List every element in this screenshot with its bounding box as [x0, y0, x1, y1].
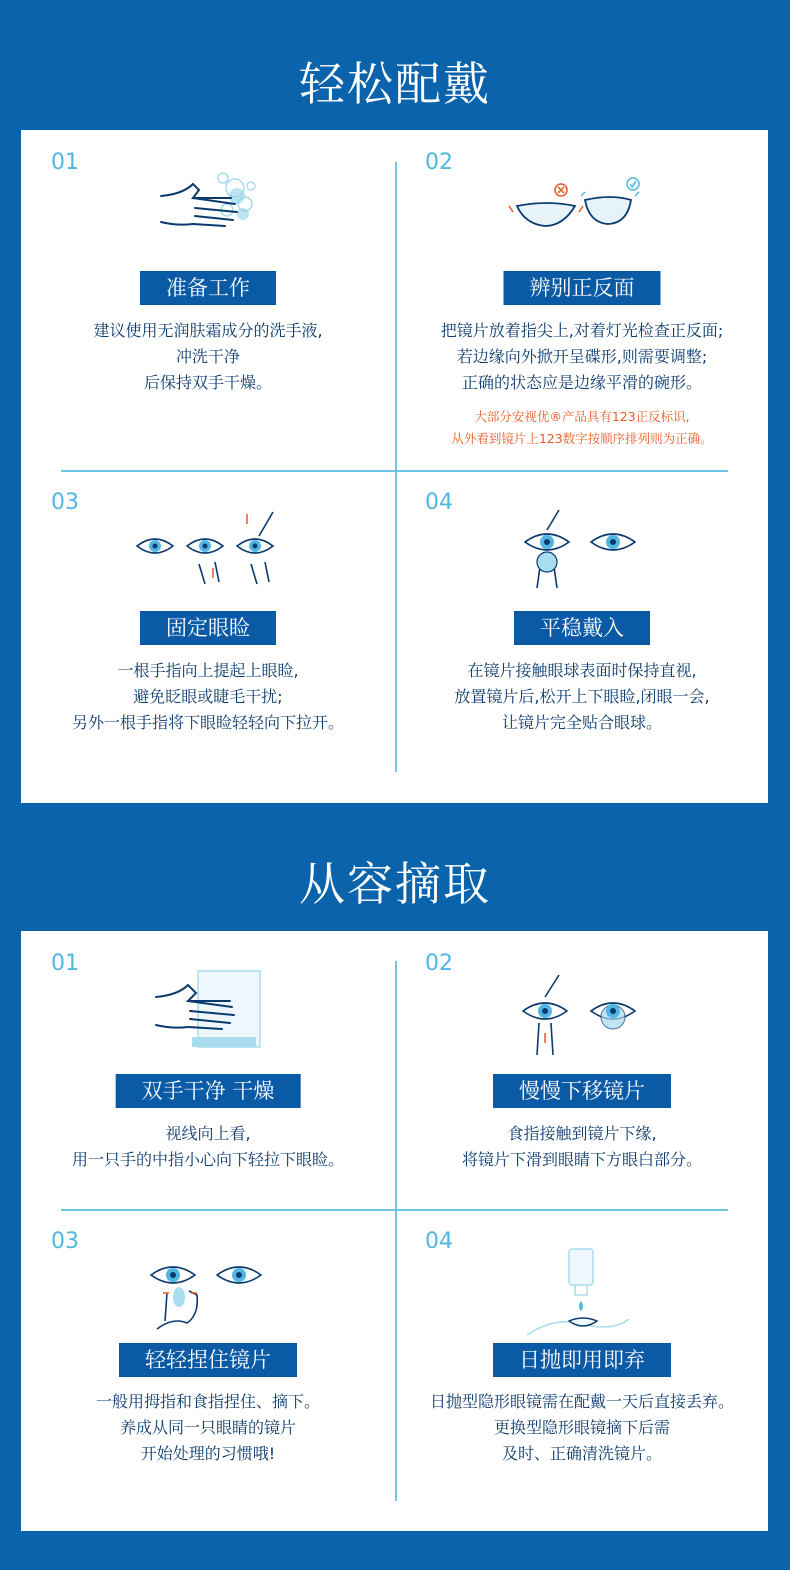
step-description [21, 1121, 395, 1173]
description-line: 在镜片接触眼球表面时保持直视, [467, 661, 697, 680]
wear-step-3 [21, 470, 395, 810]
description-line: 养成从同一只眼睛的镜片 [119, 1418, 296, 1437]
eyelid-hold-icon [21, 506, 395, 606]
solution-bottle-icon [395, 1245, 769, 1345]
step-description [395, 1389, 769, 1467]
wear-step-4 [395, 470, 769, 810]
step-number: 03 [51, 1229, 79, 1254]
remove-step-3 [21, 1209, 395, 1549]
step-number: 01 [51, 150, 79, 175]
step-label: 双手干净 干燥 [116, 1074, 301, 1108]
description-line: 开始处理的习惯哦! [140, 1444, 276, 1463]
step-description [21, 318, 395, 396]
description-line: 正确的状态应是边缘平滑的碗形。 [461, 373, 702, 392]
step-label: 慢慢下移镜片 [493, 1074, 671, 1108]
step-label: 辨别正反面 [504, 271, 661, 305]
description-line: 另外一根手指将下眼睑轻轻向下拉开。 [71, 713, 344, 732]
wear-steps-panel [21, 130, 768, 803]
description-line: 让镜片完全贴合眼球。 [501, 713, 662, 732]
description-line: 一般用拇指和食指捏住、摘下。 [95, 1392, 320, 1411]
wear-step-1 [21, 130, 395, 470]
description-line: 日抛型隐形眼镜需在配戴一天后直接丢弃。 [429, 1392, 734, 1411]
step-label: 轻轻捏住镜片 [119, 1343, 297, 1377]
lens-slide-icon [395, 967, 769, 1067]
description-line: 一根手指向上提起上眼睑, [117, 661, 299, 680]
note-line: 从外看到镜片上123数字按顺序排列则为正确。 [451, 431, 713, 446]
step-label: 固定眼睑 [140, 611, 276, 645]
description-line: 视线向上看, [165, 1124, 251, 1143]
step-description [395, 318, 769, 396]
section-title-remove: 从容摘取 [299, 857, 491, 911]
remove-step-4 [395, 1209, 769, 1549]
description-line: 放置镜片后,松开上下眼睑,闭眼一会, [454, 687, 710, 706]
section-title-wear: 轻松配戴 [299, 57, 491, 111]
step-description [21, 658, 395, 736]
hand-towel-icon [21, 967, 395, 1067]
step-label: 准备工作 [140, 271, 276, 305]
hand-washing-icon [21, 166, 395, 266]
step-number: 02 [425, 150, 453, 175]
lens-insert-icon [395, 506, 769, 606]
step-description [395, 1121, 769, 1173]
step-number: 03 [51, 490, 79, 515]
description-line: 若边缘向外掀开呈碟形,则需要调整; [456, 347, 708, 366]
remove-steps-panel [21, 931, 768, 1531]
step-label: 日抛即用即弃 [493, 1343, 671, 1377]
step-description [21, 1389, 395, 1467]
description-line: 后保持双手干燥。 [143, 373, 272, 392]
step-number: 01 [51, 951, 79, 976]
description-line: 更换型隐形眼镜摘下后需 [493, 1418, 670, 1437]
product-note [395, 406, 769, 450]
lens-pinch-icon [21, 1245, 395, 1345]
wear-step-2 [395, 130, 769, 470]
note-line: 大部分安视优®产品具有123正反标识, [474, 409, 690, 424]
step-number: 04 [425, 490, 453, 515]
description-line: 把镜片放着指尖上,对着灯光检查正反面; [440, 321, 724, 340]
description-line: 建议使用无润肤霜成分的洗手液, [93, 321, 323, 340]
description-line: 冲洗干净 [175, 347, 240, 366]
step-label: 平稳戴入 [514, 611, 650, 645]
description-line: 用一只手的中指小心向下轻拉下眼睑。 [71, 1150, 344, 1169]
description-line: 将镜片下滑到眼睛下方眼白部分。 [461, 1150, 702, 1169]
lens-orientation-icon [395, 166, 769, 266]
description-line: 及时、正确清洗镜片。 [501, 1444, 662, 1463]
step-number: 04 [425, 1229, 453, 1254]
step-description [395, 658, 769, 736]
description-line: 避免眨眼或睫毛干扰; [133, 687, 283, 706]
description-line: 食指接触到镜片下缘, [507, 1124, 657, 1143]
step-number: 02 [425, 951, 453, 976]
